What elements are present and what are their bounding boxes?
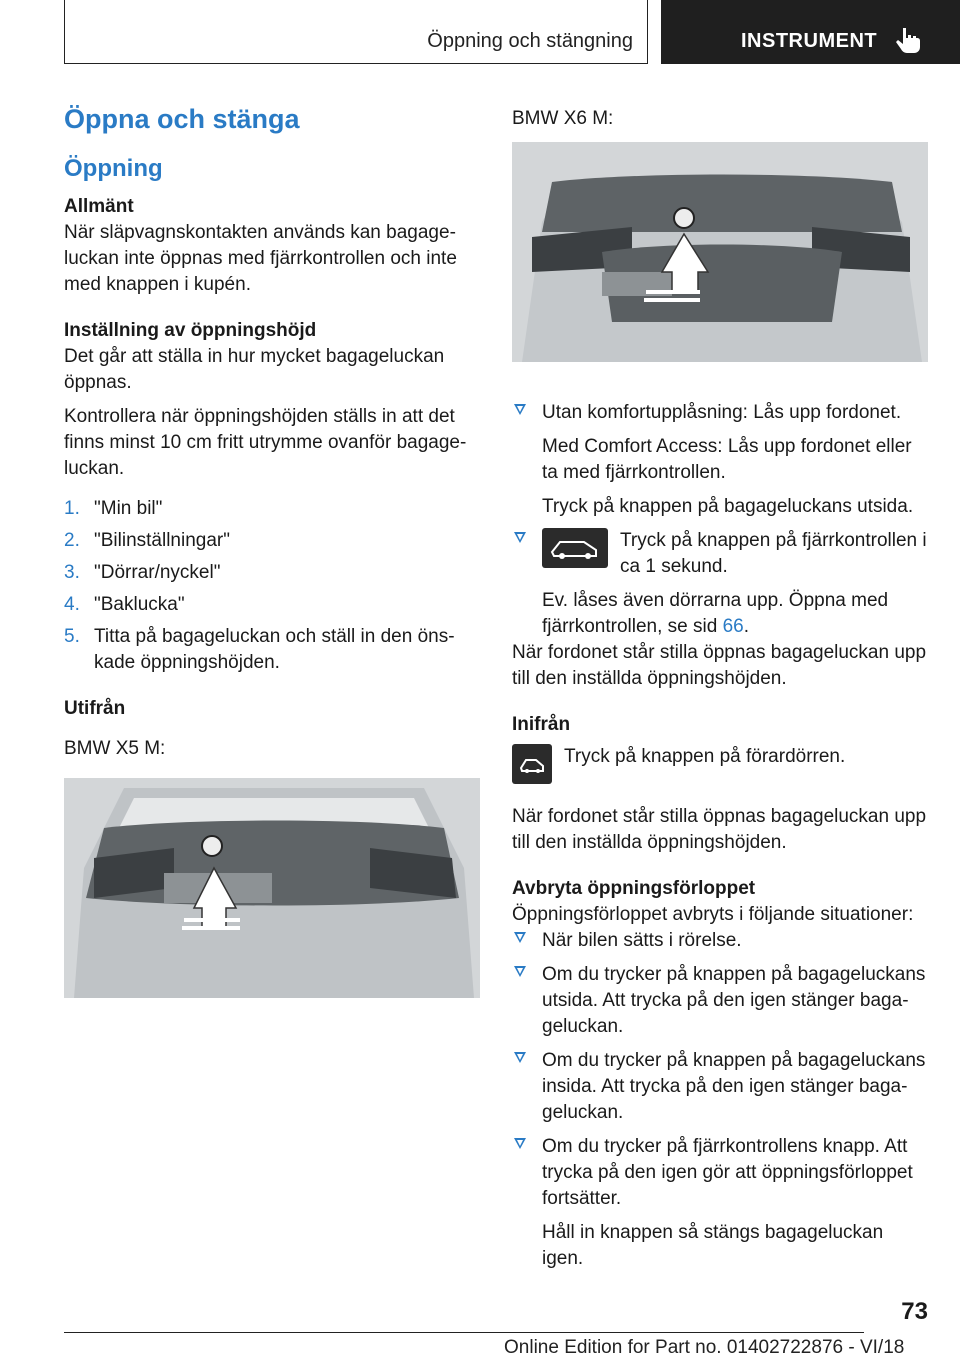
outside-heading: Utifrån xyxy=(64,698,126,719)
inside-text: Tryck på knappen på förardörren. xyxy=(564,746,846,767)
list-item: 1. "Min bil" xyxy=(64,498,163,519)
page-title: Öppna och stänga xyxy=(64,104,300,134)
list-item: Utan komfortupplåsning: Lås upp fordonet. Med Comfort Access: Lås upp fordonet eller ta med fjärrkontrollen. Tryck på knappen på bagageluckans utsida. xyxy=(512,400,928,520)
abort-heading: Avbryta öppningsförloppet xyxy=(512,878,756,899)
inside-heading: Inifrån xyxy=(512,714,571,735)
page-number: 73 xyxy=(901,1298,928,1325)
footer-edition: Online Edition for Part no. 01402722876 - VI/18 xyxy=(504,1337,905,1358)
remote-tailgate-button-icon xyxy=(542,528,608,568)
stand-text-1: När fordonet står stilla öppnas bagageluckan upp till den inställda öppningshöjden. xyxy=(512,642,927,689)
x5-label: BMW X5 M: xyxy=(64,738,166,759)
general-text: När släpvagnskontakten används kan bagageluckan inte öppnas med fjärrkontrollen och inte med knappen i kupén. xyxy=(64,222,457,295)
hand-pointer-icon xyxy=(895,26,921,54)
header-chapter-box xyxy=(661,0,960,64)
header-section-box xyxy=(64,0,648,64)
list-item: 4. "Baklucka" xyxy=(64,594,185,615)
open-steps-list xyxy=(512,400,928,640)
list-item: 5. Titta på bagageluckan och ställ in den önskade öppningshöjden. xyxy=(64,626,455,673)
x6-tailgate-image xyxy=(512,142,928,362)
list-item: Om du trycker på knappen på bagageluckans insida. Att trycka på den igen stänger bagageluckan. xyxy=(512,1048,928,1126)
steps-list xyxy=(64,496,480,676)
list-item: När bilen sätts i rörelse. xyxy=(512,928,928,954)
footer-divider xyxy=(64,1332,864,1333)
x5-tailgate-image xyxy=(64,778,480,998)
general-heading: Allmänt xyxy=(64,196,134,217)
height-text-2: Kontrollera när öppningshöjden ställs in att det finns minst 10 cm fritt utrymme ovanför bagageluckan. xyxy=(64,406,467,479)
section-heading: Öppning xyxy=(64,155,163,182)
list-item: Tryck på knappen på fjärrkontrollen i ca 1 sekund. Ev. låses även dörrarna upp. Öppna med fjärrkontrollen, se sid 66. xyxy=(512,528,928,640)
abort-list xyxy=(512,928,928,1272)
page-link[interactable]: 66 xyxy=(722,616,744,637)
x6-label: BMW X6 M: xyxy=(512,108,614,129)
right-column xyxy=(512,106,928,1272)
stand-text-2: När fordonet står stilla öppnas bagageluckan upp till den inställda öppningshöjden. xyxy=(512,806,927,853)
list-item: 3. "Dörrar/nyckel" xyxy=(64,562,221,583)
door-tailgate-button-icon xyxy=(512,744,552,784)
abort-intro: Öppningsförloppet avbryts i följande situationer: xyxy=(512,904,914,925)
height-text-1: Det går att ställa in hur mycket bagageluckan öppnas. xyxy=(64,346,445,393)
section-title: Öppning och stängning xyxy=(427,30,633,52)
left-column xyxy=(64,100,480,998)
list-item: Om du trycker på fjärrkontrollens knapp. Att trycka på den igen gör att öppningsförloppet fortsätter. Håll in knappen så stängs bagageluckan igen. xyxy=(512,1134,928,1272)
list-item: 2. "Bilinställningar" xyxy=(64,530,230,551)
list-item: Om du trycker på knappen på bagageluckans utsida. Att trycka på den igen stänger bagageluckan. xyxy=(512,962,928,1040)
height-heading: Inställning av öppningshöjd xyxy=(64,320,317,341)
chapter-title: INSTRUMENT xyxy=(741,30,878,52)
